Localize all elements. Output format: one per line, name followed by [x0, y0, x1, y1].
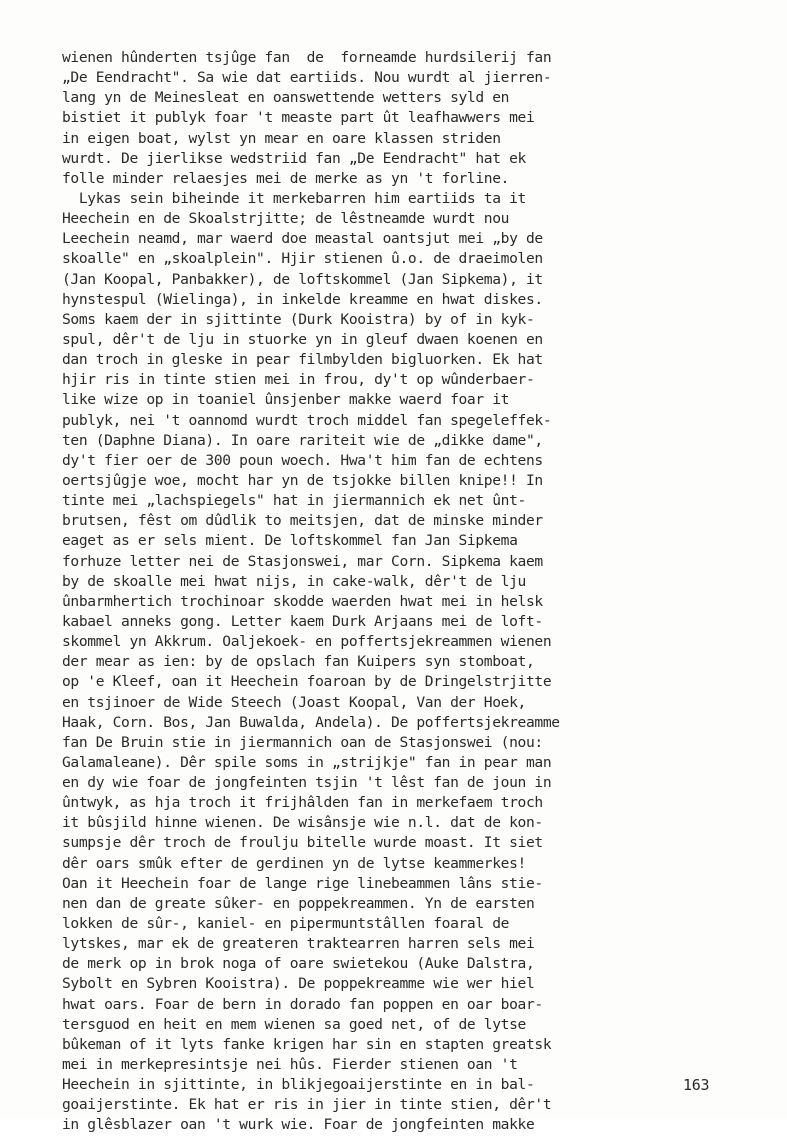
- text-line: Oan it Heechein foar de lange rige linebeammen lâns stie-: [62, 874, 543, 892]
- text-line: bûkeman of it lyts fanke krigen har sin en stapten greatsk: [62, 1035, 552, 1053]
- text-line: in eigen boat, wylst yn mear en oare klassen striden: [62, 129, 501, 147]
- text-line: lytskes, mar ek de greateren traktearren harren sels mei: [62, 935, 535, 953]
- text-line: nen dan de greate sûker- en poppekreammen. Yn de earsten: [62, 894, 535, 912]
- text-line: ten (Daphne Diana). In oare rariteit wie de „dikke dame",: [62, 431, 543, 449]
- text-line: de merk op in brok noga of oare swietekou (Auke Dalstra,: [62, 955, 535, 973]
- text-line: tinte mei „lachspiegels" hat in jiermannich ek net ûnt-: [62, 492, 526, 510]
- text-line: bistiet it publyk foar 't measte part ût leafhawwers mei: [62, 109, 535, 127]
- text-line: wienen hûnderten tsjûge fan de forneamde hurdsilerij fan: [62, 49, 552, 66]
- text-line: lokken de sûr-, kaniel- en pipermuntstâllen foaral de: [62, 915, 510, 933]
- text-line: Soms kaem der in sjittinte (Durk Kooistra) by of in kyk-: [62, 310, 535, 328]
- text-line: Heechein en de Skoalstrjitte; de lêstneamde wurdt nou: [62, 210, 510, 228]
- text-line: dy't fier oer de 300 poun woech. Hwa't him fan de echtens: [62, 451, 543, 469]
- text-line: like wize op in toaniel ûnsjenber makke waerd foar it: [62, 391, 510, 409]
- text-line: ûntwyk, as hja troch it frijhâlden fan in merkefaem troch: [62, 794, 543, 812]
- text-line: tersguod en heit en mem wienen sa goed net, of de lytse: [62, 1015, 526, 1033]
- text-line: Sybolt en Sybren Kooistra). De poppekreamme wie wer hiel: [62, 975, 535, 993]
- text-line: (Jan Koopal, Panbakker), de loftskommel (Jan Sipkema), it: [62, 270, 543, 288]
- text-line: en dy wie foar de jongfeinten tsjin 't lêst fan de joun in: [62, 774, 552, 792]
- text-line: kabael anneks gong. Letter kaem Durk Arjaans mei de loft-: [62, 612, 543, 630]
- text-line: in glêsblazer oan 't wurk wie. Foar de jongfeinten makke: [62, 1116, 535, 1134]
- text-line: fan De Bruin stie in jiermannich oan de Stasjonswei (nou:: [62, 733, 543, 751]
- text-line: Lykas sein biheinde it merkebarren him eartiids ta it: [62, 189, 526, 207]
- text-line: brutsen, fêst om dûdlik to meitsjen, dat de minske minder: [62, 512, 543, 530]
- text-line: Haak, Corn. Bos, Jan Buwalda, Andela). De poffertsjekreamme: [62, 713, 560, 731]
- text-line: „De Eendracht". Sa wie dat eartiids. Nou wurdt al jierren-: [62, 69, 552, 87]
- text-line: eaget as er sels mient. De loftskommel fan Jan Sipkema: [62, 532, 518, 550]
- text-line: it bûsjild hinne wienen. De wisânsje wie n.l. dat de kon-: [62, 814, 543, 832]
- text-line: en tsjinoer de Wide Steech (Joast Koopal, Van der Hoek,: [62, 693, 526, 711]
- text-line: skoalle" en „skoalplein". Hjir stienen û.o. de draeimolen: [62, 250, 543, 268]
- text-line: der mear as ien: by de opslach fan Kuipers syn stomboat,: [62, 653, 535, 671]
- text-line: Galamaleane). Dêr spile soms in „strijkje" fan in pear man: [62, 753, 552, 771]
- text-line: by de skoalle mei hwat nijs, in cake-walk, dêr't de lju: [62, 572, 526, 590]
- text-line: skommel yn Akkrum. Oaljekoek- en poffertsjekreammen wienen: [62, 633, 552, 651]
- text-line: hwat oars. Foar de bern in dorado fan poppen en oar boar-: [62, 995, 543, 1013]
- text-line: hjir ris in tinte stien mei in frou, dy't op wûnderbaer-: [62, 371, 535, 389]
- text-line: op 'e Kleef, oan it Heechein foaroan by de Dringelstrjitte: [62, 673, 552, 691]
- text-line: Leechein neamd, mar waerd doe meastal oantsjut mei „by de: [62, 230, 543, 248]
- page-number: 163: [683, 1076, 710, 1094]
- text-line: ûnbarmhertich trochinoar skodde waerden hwat mei in helsk: [62, 592, 543, 610]
- text-line: wurdt. De jierlikse wedstriid fan „De Eendracht" hat ek: [62, 149, 526, 167]
- text-line: folle minder relaesjes mei de merke as yn 't forline.: [62, 169, 510, 187]
- body-text: [62, 48, 724, 1136]
- text-line: oertsjûgje woe, mocht har yn de tsjokke billen knipe!! In: [62, 471, 543, 489]
- text-line: hynstespul (Wielinga), in inkelde kreamme en hwat diskes.: [62, 290, 543, 308]
- text-line: goaijerstinte. Ek hat er ris in jier in tinte stien, dêr't: [62, 1096, 552, 1114]
- text-line: sumpsje dêr troch de froulju bitelle wurde moast. It siet: [62, 834, 543, 852]
- text-line: dêr oars smûk efter de gerdinen yn de lytse keammerkes!: [62, 854, 526, 872]
- text-line: Heechein in sjittinte, in blikjegoaijerstinte en in bal-: [62, 1076, 535, 1094]
- text-line: publyk, nei 't oannomd wurdt troch middel fan spegeleffek-: [62, 411, 552, 429]
- text-line: lang yn de Meinesleat en oanswettende wetters syld en: [62, 89, 510, 107]
- text-line: mei in merkepresintsje nei hûs. Fierder stienen oan 't: [62, 1056, 518, 1074]
- text-line: dan troch in gleske in pear filmbylden bigluorken. Ek hat: [62, 351, 543, 369]
- text-line: forhuze letter nei de Stasjonswei, mar Corn. Sipkema kaem: [62, 552, 543, 570]
- text-line: spul, dêr't de lju in stuorke yn in gleuf dwaen koenen en: [62, 330, 543, 348]
